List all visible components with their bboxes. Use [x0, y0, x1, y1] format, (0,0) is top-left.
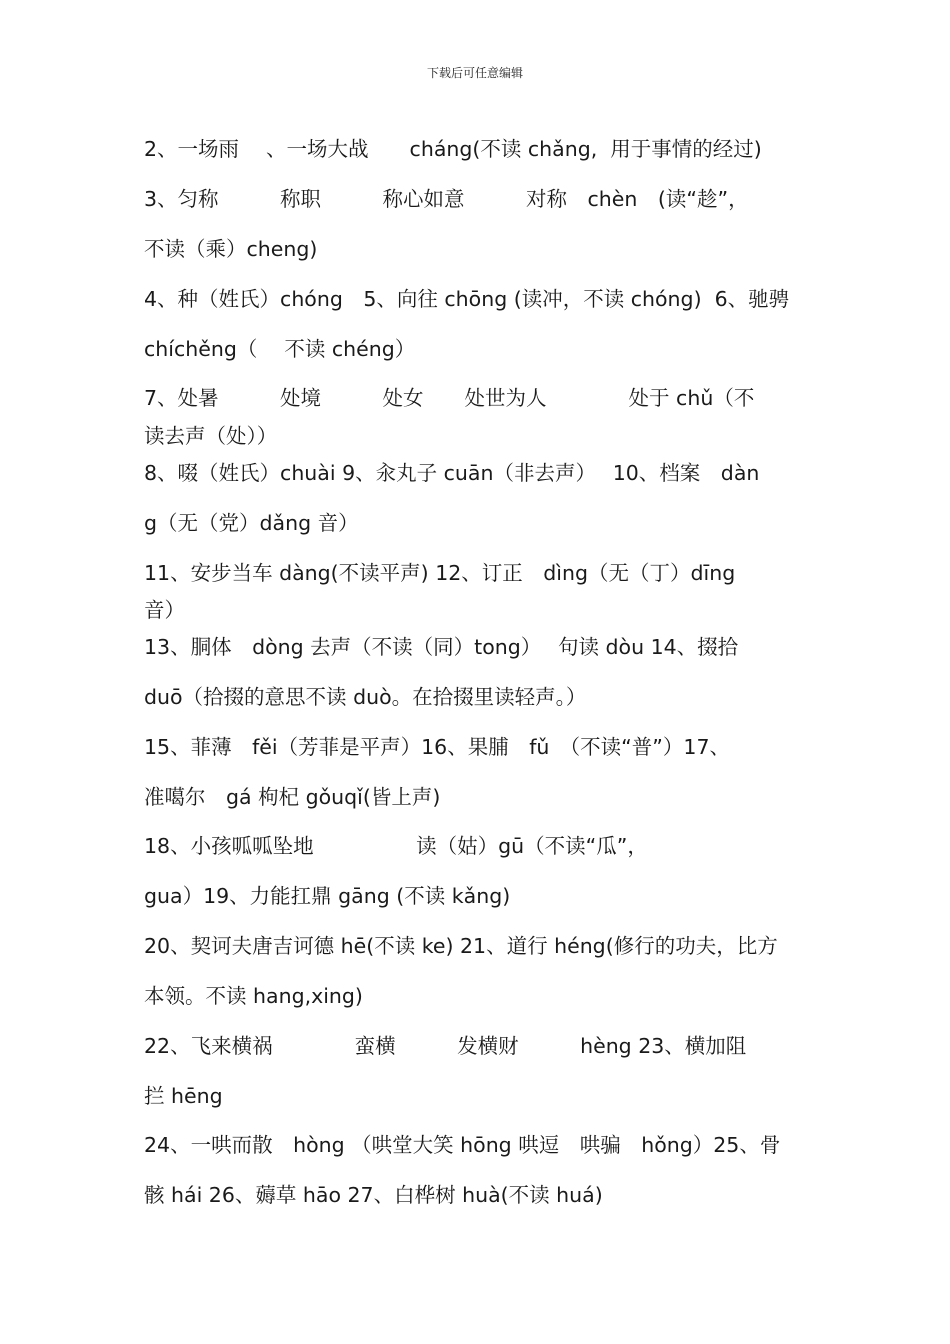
- text-line: 20、契诃夫唐吉诃德 hē(不读 ke) 21、道行 héng(修行的功夫，比方: [144, 934, 778, 958]
- text-line: 拦 hēng: [144, 1084, 223, 1108]
- text-line: 4、种（姓氏）chóng 5、向往 chōng (读冲，不读 chóng) 6、驰骋: [144, 287, 790, 311]
- text-line: g（无（党）dǎng 音）: [144, 511, 359, 535]
- text-line: 15、菲薄 fěi（芳菲是平声）16、果脯 fǔ （不读“普”）17、: [144, 735, 730, 759]
- text-line: 骸 hái 26、薅草 hāo 27、白桦树 huà(不读 huá): [144, 1183, 603, 1207]
- text-line: 24、一哄而散 hòng （哄堂大笑 hōng 哄逗 哄骗 hǒng）25、骨: [144, 1133, 781, 1157]
- text-line: 本领。不读 hang,xing): [144, 984, 363, 1008]
- text-line: 18、小孩呱呱坠地 读（姑）gū（不读“瓜”，: [144, 834, 648, 858]
- text-line: gua）19、力能扛鼎 gāng (不读 kǎng): [144, 884, 511, 908]
- text-line: 22、飞来横祸 蛮横 发横财 hèng 23、横加阻: [144, 1034, 747, 1058]
- text-line: 7、处暑 处境 处女 处世为人 处于 chǔ（不: [144, 386, 755, 410]
- text-line: duō（拾掇的意思不读 duò。在拾掇里读轻声。）: [144, 685, 587, 709]
- text-line: 2、一场雨 、一场大战 cháng(不读 chǎng, 用于事情的经过): [144, 137, 762, 161]
- text-line: 13、胴体 dòng 去声（不读（同）tong） 句读 dòu 14、掇拾: [144, 635, 739, 659]
- text-line: 3、匀称 称职 称心如意 对称 chèn (读“趁”，: [144, 187, 749, 211]
- text-line: 准噶尔 gá 枸杞 gǒuqǐ(皆上声): [144, 785, 441, 809]
- text-line: 读去声（处））: [144, 424, 278, 448]
- page-header: 下载后可任意编辑: [426, 66, 523, 80]
- text-line: 音）: [144, 598, 185, 622]
- text-line: chíchěng（ 不读 chéng）: [144, 337, 416, 361]
- text-line: 不读（乘）cheng): [144, 237, 318, 261]
- text-line: 8、啜（姓氏）chuài 9、汆丸子 cuān（非去声） 10、档案 dàn: [144, 461, 760, 485]
- text-line: 11、安步当车 dàng(不读平声) 12、订正 dìng（无（丁）dīng: [144, 561, 736, 585]
